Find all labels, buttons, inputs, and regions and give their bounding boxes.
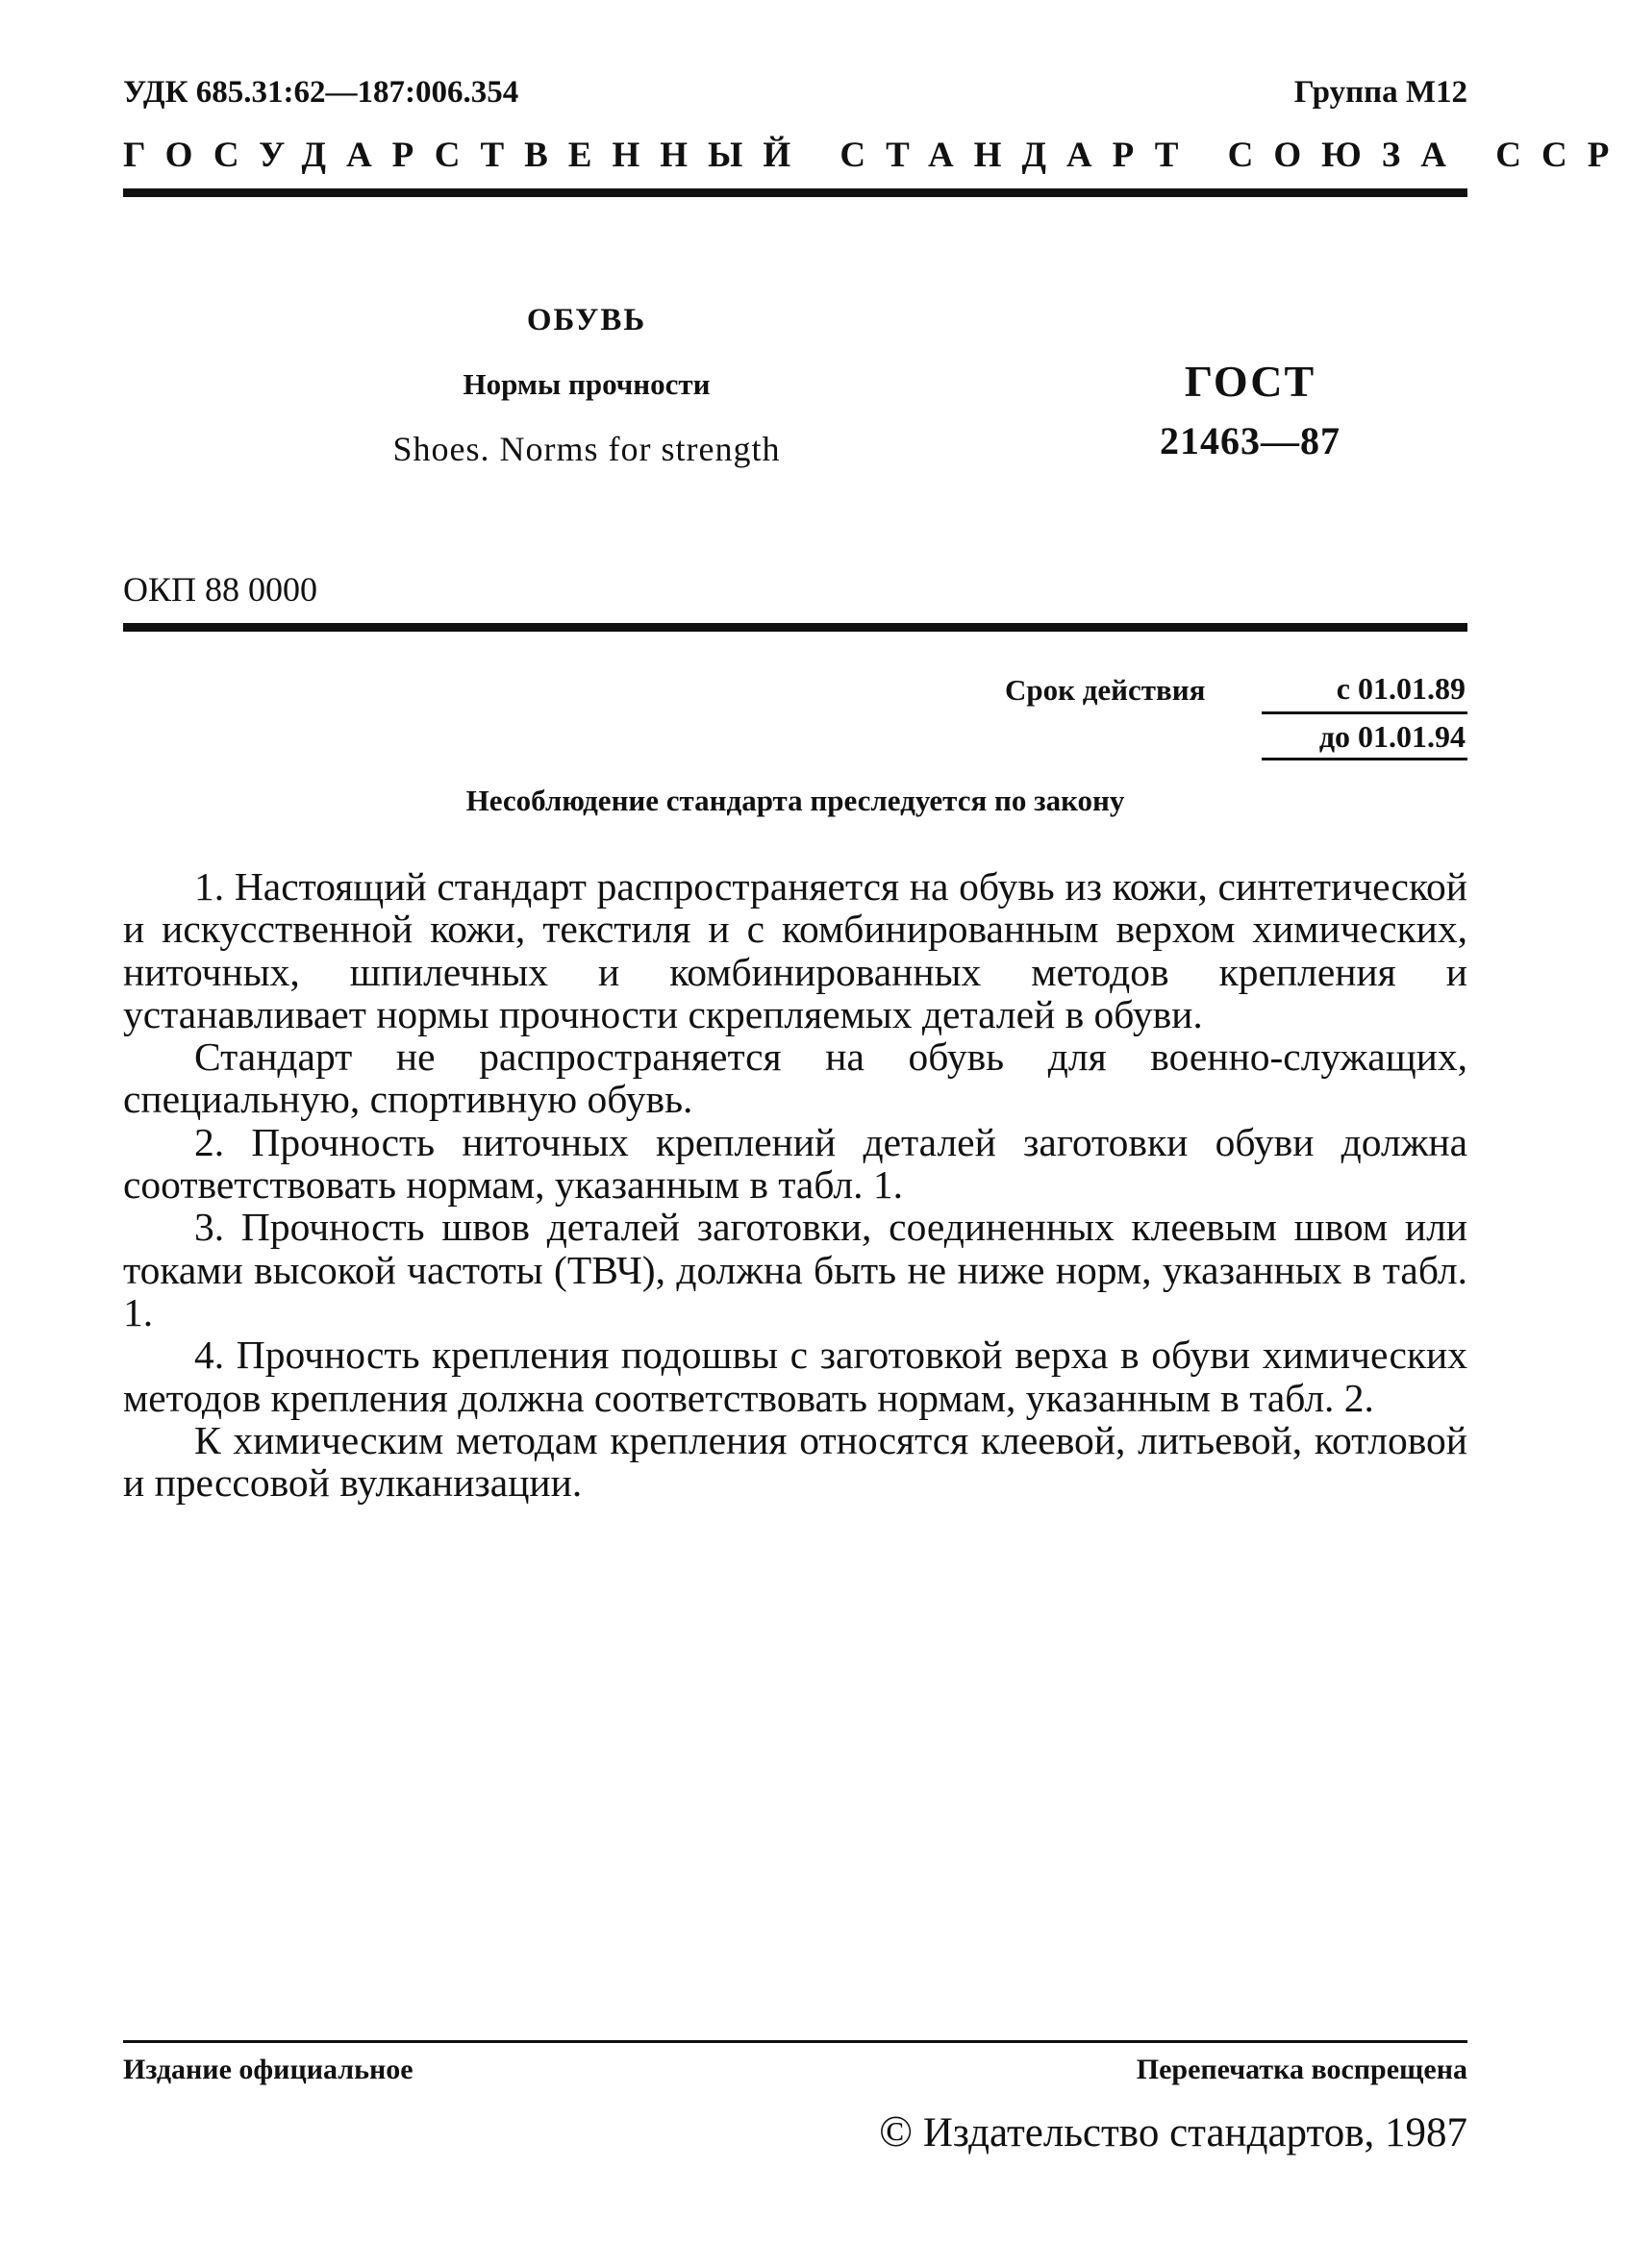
copyright-icon: © (879, 2106, 914, 2156)
publisher-name: Издательство стандартов, 1987 (922, 2110, 1467, 2156)
paragraph: Стандарт не распространяется на обувь для военно-служащих, специальную, спортивную обувь. (123, 1034, 1467, 1122)
paragraph: 2. Прочность ниточных креплений деталей заготовки обуви должна соответствовать нормам, указанным в табл. 1. (123, 1119, 1467, 1208)
okp-rule (123, 623, 1467, 632)
copyright-line (879, 2106, 1467, 2156)
paragraph: К химическим методам крепления относятся клеевой, литьевой, котловой и прессовой вулканизации. (123, 1417, 1467, 1506)
state-standard-banner: ГОСУДАРСТВЕННЫЙ СТАНДАРТ СОЮЗА ССР (123, 136, 1629, 175)
validity-underline (1262, 758, 1467, 760)
reprint-notice: Перепечатка воспрещена (1136, 2054, 1467, 2085)
document-english-title: Shoes. Norms for strength (392, 430, 781, 468)
paragraph: 1. Настоящий стандарт распространяется на обувь из кожи, синтетической и искусственной кожи, текстиля и с комбинированным верхом химических, ниточных, шпилечных и комбинированных методов крепления и устанавливает нормы прочности скрепляемых деталей в обуви. (123, 864, 1467, 1036)
header-rule (123, 188, 1467, 197)
validity-label: Срок действия (1005, 673, 1206, 707)
gost-number: 21463—87 (1160, 419, 1341, 462)
edition-label: Издание официальное (123, 2054, 414, 2085)
validity-from: с 01.01.89 (1336, 671, 1466, 706)
udk-code: УДК 685.31:62—187:006.354 (123, 75, 519, 110)
group-code: Группа М12 (1293, 75, 1467, 110)
body-text (123, 865, 1467, 1504)
document-subtitle: Нормы прочности (463, 367, 711, 401)
gost-label: ГОСТ (1184, 357, 1316, 406)
legal-notice: Несоблюдение стандарта преследуется по закону (465, 784, 1125, 817)
footer-rule (123, 2040, 1467, 2043)
paragraph: 4. Прочность крепления подошвы с заготовкой верха в обуви химических методов крепления должна соответствовать нормам, указанным в табл. 2. (123, 1333, 1467, 1420)
paragraph: 3. Прочность швов деталей заготовки, соединенных клеевым швом или токами высокой частоты (ТВЧ), должна быть не ниже норм, указанных в табл. 1. (123, 1205, 1467, 1334)
document-title: ОБУВЬ (526, 303, 647, 337)
validity-divider (1262, 711, 1467, 714)
okp-code: ОКП 88 0000 (123, 570, 318, 609)
validity-to: до 01.01.94 (1318, 719, 1466, 754)
